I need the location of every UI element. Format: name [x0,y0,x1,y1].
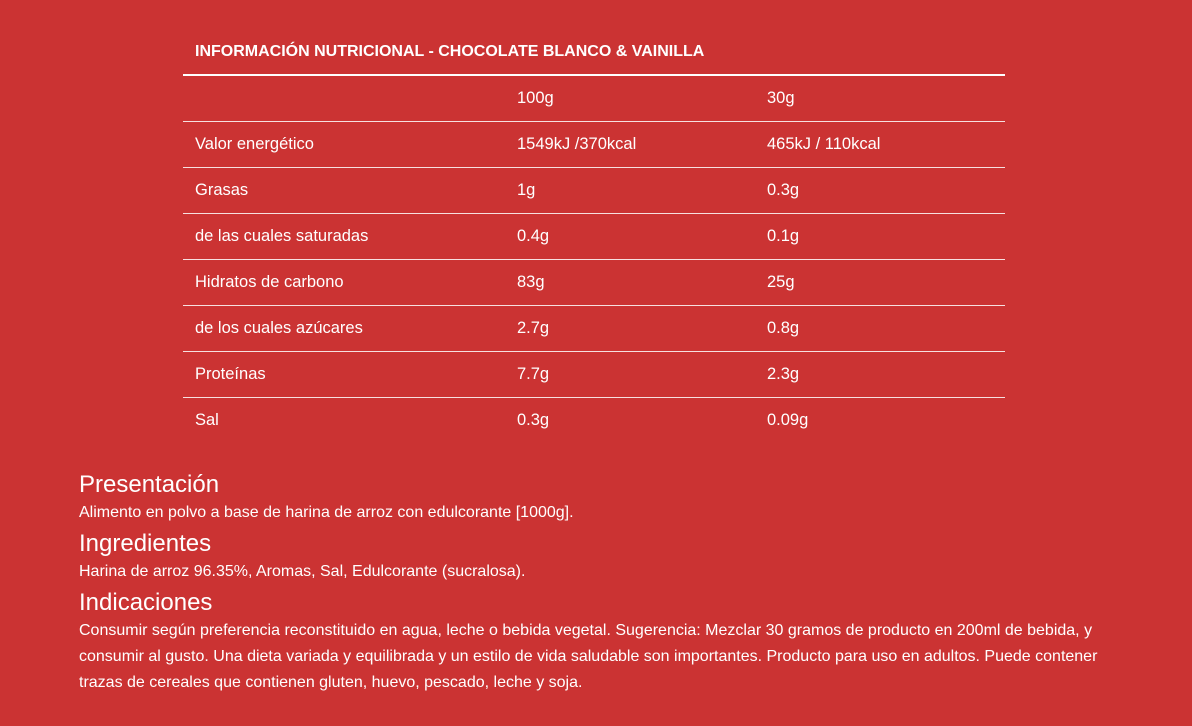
indicaciones-text: Consumir según preferencia reconstituido en agua, leche o bebida vegetal. Sugerencia: Mezclar 30 gramos de producto en 200ml de bebida, y consumir al gusto. Una dieta variada y equilibrada y un estilo de vida saludable son importantes. Producto para uso en adultos. Puede contener trazas de cereales que contienen gluten, huevo, pescado, leche y soja. [79,622,1098,691]
row-label: de los cuales azúcares [195,319,363,337]
row-value-30g: 0.1g [767,227,800,245]
row-value-30g: 465kJ / 110kcal [767,135,881,153]
table-row [183,352,1005,398]
nutrition-table [183,30,1005,443]
row-value-100g: 7.7g [517,365,550,383]
nutrition-table-title: INFORMACIÓN NUTRICIONAL - CHOCOLATE BLANCO & VAINILLA [183,30,1005,76]
header-col-100g: 100g [517,89,554,107]
row-label: Valor energético [195,135,314,153]
row-label: de las cuales saturadas [195,227,369,245]
row-label: Grasas [195,181,249,199]
row-label: Proteínas [195,365,266,383]
row-value-30g: 25g [767,273,795,291]
row-value-100g: 83g [517,273,545,291]
row-value-100g: 1549kJ /370kcal [517,135,637,153]
ingredientes-text: Harina de arroz 96.35%, Aromas, Sal, Edulcorante (sucralosa). [79,563,526,580]
presentacion-text: Alimento en polvo a base de harina de arroz con edulcorante [1000g]. [79,504,574,521]
indicaciones-heading: Indicaciones [79,589,213,616]
table-row [183,214,1005,260]
row-value-30g: 0.3g [767,181,800,199]
table-row [183,122,1005,168]
product-info [79,470,1119,699]
row-value-30g: 2.3g [767,365,800,383]
row-label: Hidratos de carbono [195,273,344,291]
row-value-100g: 0.4g [517,227,550,245]
row-value-30g: 0.09g [767,411,809,429]
presentacion-heading: Presentación [79,471,220,498]
nutrition-header-row [183,76,1005,122]
table-row [183,306,1005,352]
header-col-30g: 30g [767,89,795,107]
table-row [183,260,1005,306]
ingredientes-heading: Ingredientes [79,530,212,557]
table-row [183,398,1005,443]
row-label: Sal [195,411,219,429]
table-row [183,168,1005,214]
row-value-100g: 0.3g [517,411,550,429]
row-value-100g: 2.7g [517,319,550,337]
row-value-30g: 0.8g [767,319,800,337]
row-value-100g: 1g [517,181,536,199]
